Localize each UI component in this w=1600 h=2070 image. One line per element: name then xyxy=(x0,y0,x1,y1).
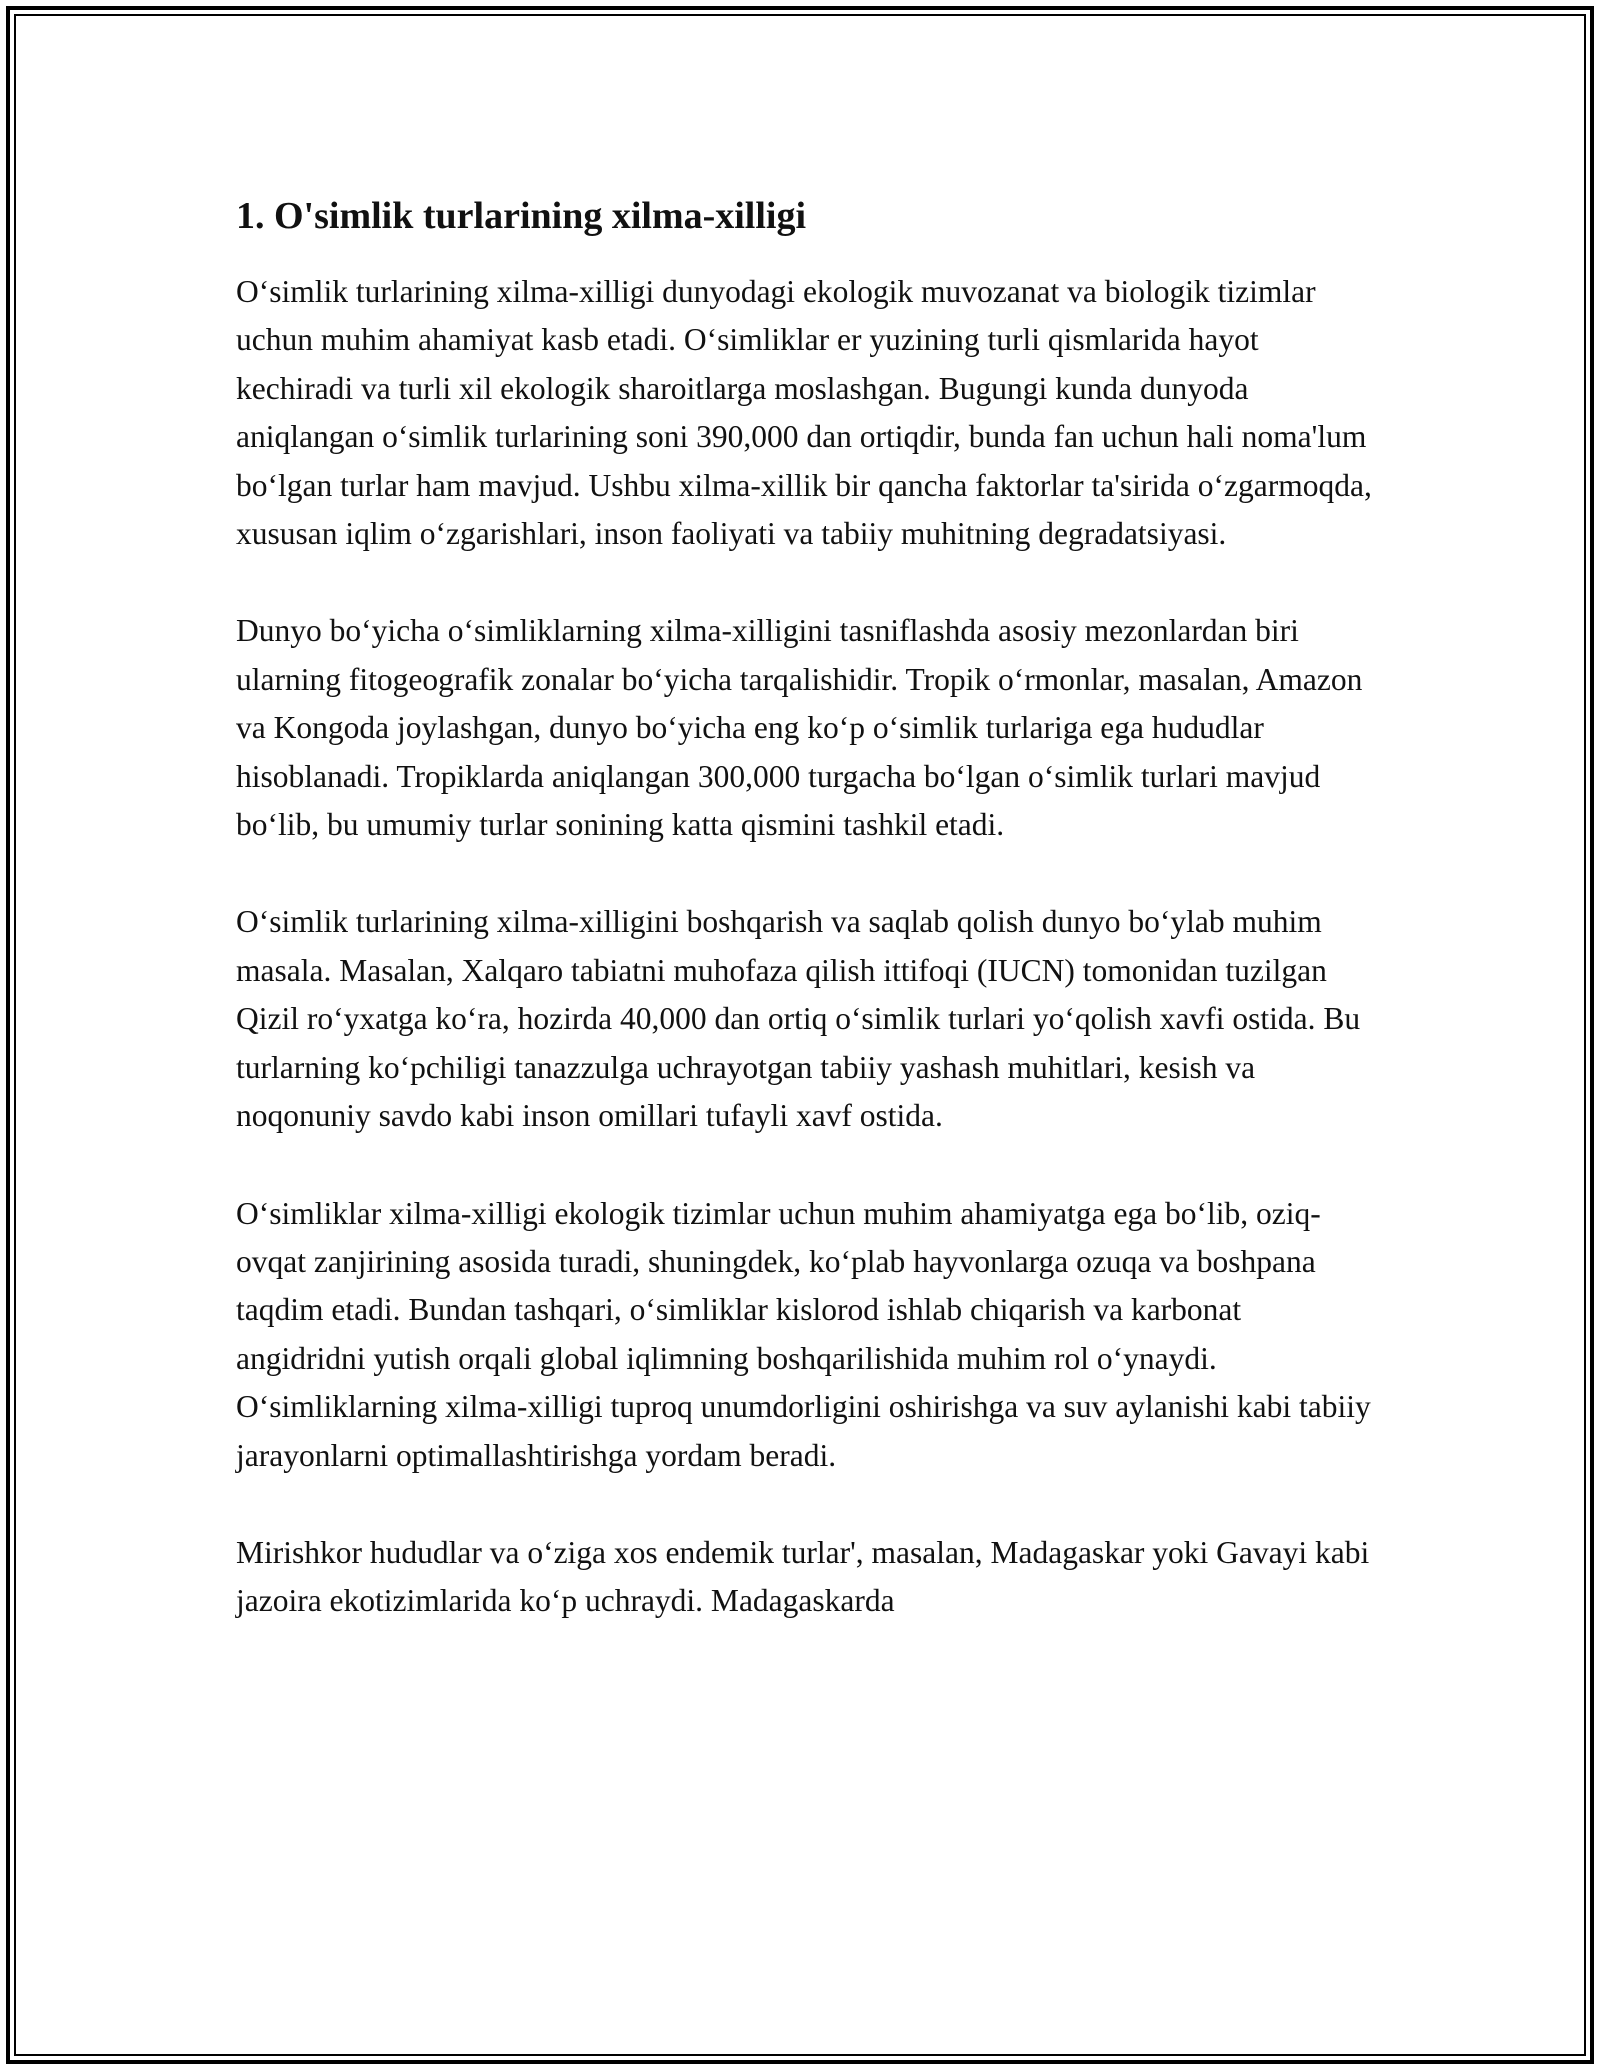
paragraph-2: Dunyo bo‘yicha o‘simliklarning xilma-xilligini tasniflashda asosiy mezonlardan biri ularning fitogeografik zonalar bo‘yicha tarqalishidir. Tropik o‘rmonlar, masalan, Amazon va Kongoda joylashgan, dunyo bo‘yicha eng ko‘p o‘simlik turlariga ega hududlar hisoblanadi. Tropiklarda aniqlangan 300,000 turgacha bo‘lgan o‘simlik turlari mavjud bo‘lib, bu umumiy turlar sonining katta qismini tashkil etadi. xyxy=(236,613,1363,843)
paragraph-4: O‘simliklar xilma-xilligi ekologik tizimlar uchun muhim ahamiyatga ega bo‘lib, oziq-ovqat zanjirining asosida turadi, shuningdek, ko‘plab hayvonlarga ozuqa va boshpana taqdim etadi. Bundan tashqari, o‘simliklar kislorod ishlab chiqarish va karbonat angidridni yutish orqali global iqlimning boshqarilishida muhim rol o‘ynaydi. O‘simliklarning xilma-xilligi tuproq unumdorligini oshirishga va suv aylanishi kabi tabiiy jarayonlarni optimallashtirishga yordam beradi. xyxy=(236,1195,1371,1473)
document-body xyxy=(236,188,1376,1675)
paragraph-3: O‘simlik turlarining xilma-xilligini boshqarish va saqlab qolish dunyo bo‘ylab muhim masala. Masalan, Xalqaro tabiatni muhofaza qilish ittifoqi (IUCN) tomonidan tuzilgan Qizil ro‘yxatga ko‘ra, hozirda 40,000 dan ortiq o‘simlik turlari yo‘qolish xavfi ostida. Bu turlarning ko‘pchiligi tanazzulga uchrayotgan tabiiy yashash muhitlari, kesish va noqonuniy savdo kabi inson omillari tufayli xavf ostida. xyxy=(236,904,1361,1134)
paragraph-1: O‘simlik turlarining xilma-xilligi dunyodagi ekologik muvozanat va biologik tizimlar uchun muhim ahamiyat kasb etadi. O‘simliklar er yuzining turli qismlarida hayot kechiradi va turli xil ekologik sharoitlarga moslashgan. Bugungi kunda dunyoda aniqlangan o‘simlik turlarining soni 390,000 dan ortiqdir, bunda fan uchun hali noma'lum bo‘lgan turlar ham mavjud. Ushbu xilma-xillik bir qancha faktorlar ta'sirida o‘zgarmoqda, xususan iqlim o‘zgarishlari, inson faoliyati va tabiiy muhitning degradatsiyasi. xyxy=(236,274,1372,552)
paragraph-5: Mirishkor hududlar va o‘ziga xos endemik turlar', masalan, Madagaskar yoki Gavayi kabi jazoira ekotizimlarida ko‘p uchraydi. Madagaskarda xyxy=(236,1534,1370,1619)
section-heading: 1. O'simlik turlarining xilma-xilligi xyxy=(236,195,807,237)
